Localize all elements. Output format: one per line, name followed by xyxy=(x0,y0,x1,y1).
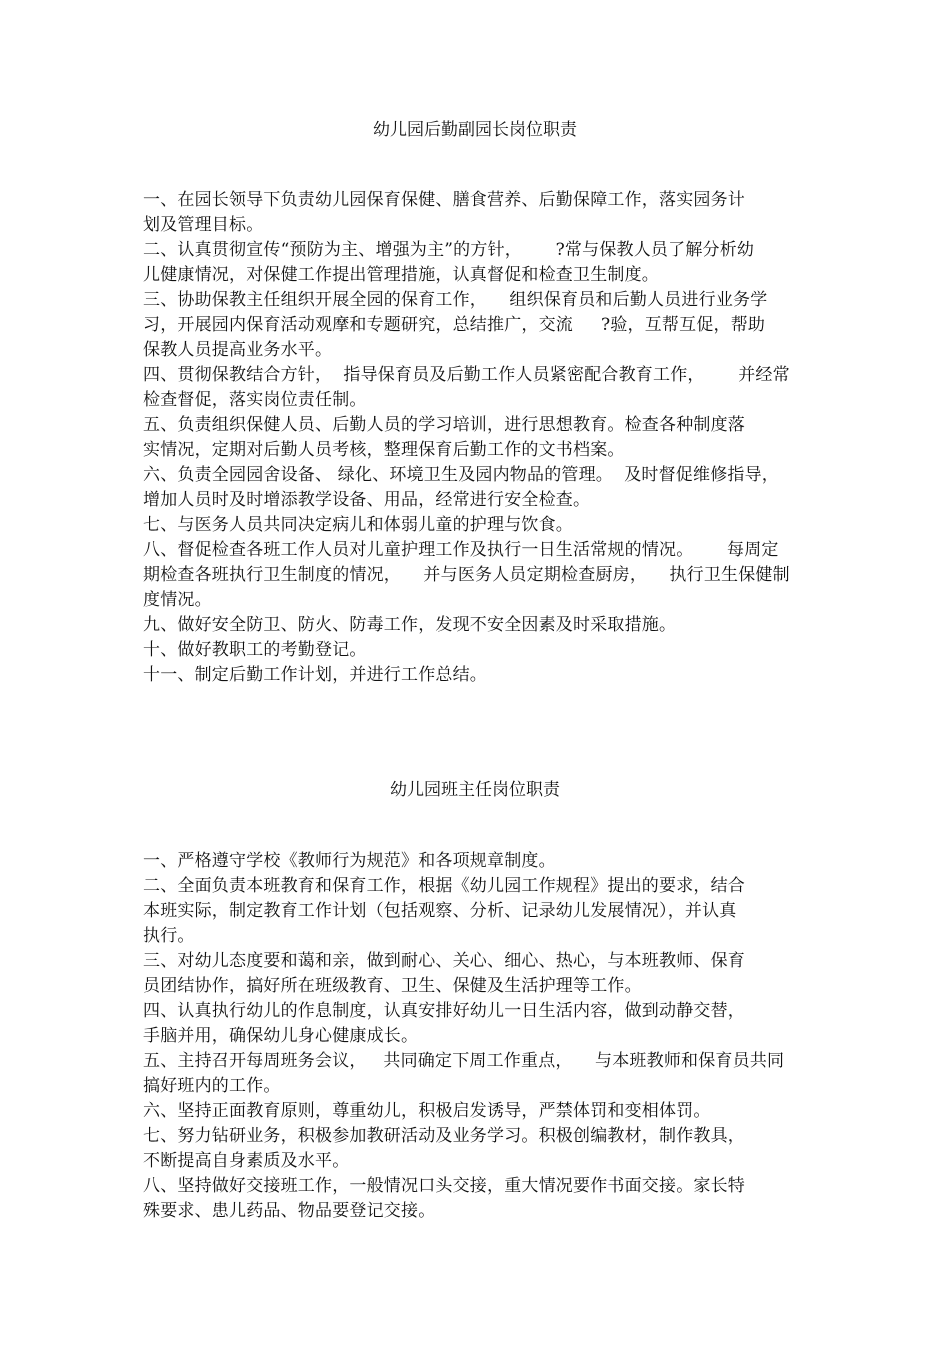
paragraph-line: 三、协助保教主任组织开展全园的保育工作， 组织保育员和后勤人员进行业务学 xyxy=(143,290,768,310)
paragraph-line: 实情况，定期对后勤人员考核，整理保育后勤工作的文书档案。 xyxy=(143,440,625,460)
paragraph-line: 四、认真执行幼儿的作息制度，认真安排好幼儿一日生活内容，做到动静交替， xyxy=(143,1001,745,1021)
paragraph-line: 七、努力钻研业务，积极参加教研活动及业务学习。积极创编教材，制作教具， xyxy=(143,1126,745,1146)
paragraph-line: 度情况。 xyxy=(143,590,212,610)
paragraph-line: 八、督促检查各班工作人员对儿童护理工作及执行一日生活常规的情况。 每周定 xyxy=(143,540,779,560)
paragraph-line: 六、负责全园园舍设备、 绿化、环境卫生及园内物品的管理。 及时督促维修指导， xyxy=(143,465,780,485)
paragraph-line: 六、坚持正面教育原则，尊重幼儿，积极启发诱导，严禁体罚和变相体罚。 xyxy=(143,1101,711,1121)
paragraph-line: 保教人员提高业务水平。 xyxy=(143,340,333,360)
paragraph-line: 检查督促，落实岗位责任制。 xyxy=(143,390,367,410)
paragraph-line: 本班实际，制定教育工作计划（包括观察、分析、记录幼儿发展情况），并认真 xyxy=(143,901,737,921)
paragraph-line: 十一、制定后勤工作计划，并进行工作总结。 xyxy=(143,665,487,685)
paragraph-line: 期检查各班执行卫生制度的情况， 并与医务人员定期检查厨房， 执行卫生保健制 xyxy=(143,565,790,585)
paragraph-line: 增加人员时及时增添教学设备、用品，经常进行安全检查。 xyxy=(143,490,591,510)
paragraph-line: 十、做好教职工的考勤登记。 xyxy=(143,640,367,660)
paragraph-line: 五、主持召开每周班务会议， 共同确定下周工作重点， 与本班教师和保育员共同 xyxy=(143,1051,785,1071)
paragraph-line: 八、坚持做好交接班工作，一般情况口头交接，重大情况要作书面交接。家长特 xyxy=(143,1176,745,1196)
paragraph-line: 七、与医务人员共同决定病儿和体弱儿童的护理与饮食。 xyxy=(143,515,573,535)
paragraph-line: 一、在园长领导下负责幼儿园保育保健、膳食营养、后勤保障工作，落实园务计 xyxy=(143,190,745,210)
paragraph-line: 搞好班内的工作。 xyxy=(143,1076,281,1096)
paragraph-line: 二、全面负责本班教育和保育工作，根据《幼儿园工作规程》提出的要求，结合 xyxy=(143,876,745,896)
paragraph-line: 九、做好安全防卫、防火、防毒工作，发现不安全因素及时采取措施。 xyxy=(143,615,677,635)
paragraph-line: 儿健康情况，对保健工作提出管理措施，认真督促和检查卫生制度。 xyxy=(143,265,659,285)
section2-title: 幼儿园班主任岗位职责 xyxy=(390,780,560,800)
paragraph-line: 一、严格遵守学校《教师行为规范》和各项规章制度。 xyxy=(143,851,556,871)
paragraph-line: 手脑并用，确保幼儿身心健康成长。 xyxy=(143,1026,419,1046)
paragraph-line: 四、贯彻保教结合方针， 指导保育员及后勤工作人员紧密配合教育工作， 并经常 xyxy=(143,365,790,385)
paragraph-line: 不断提高自身素质及水平。 xyxy=(143,1151,350,1171)
paragraph-line: 习，开展园内保育活动观摩和专题研究，总结推广，交流 ?验，互帮互促，帮助 xyxy=(143,315,766,335)
paragraph-line: 五、负责组织保健人员、后勤人员的学习培训，进行思想教育。检查各种制度落 xyxy=(143,415,745,435)
paragraph-line: 二、认真贯彻宣传“预防为主、增强为主”的方针， ?常与保教人员了解分析幼 xyxy=(143,240,755,260)
paragraph-line: 划及管理目标。 xyxy=(143,215,264,235)
section1-title: 幼儿园后勤副园长岗位职责 xyxy=(373,120,577,140)
paragraph-line: 殊要求、患儿药品、物品要登记交接。 xyxy=(143,1201,436,1221)
paragraph-line: 执行。 xyxy=(143,926,195,946)
paragraph-line: 员团结协作，搞好所在班级教育、卫生、保健及生活护理等工作。 xyxy=(143,976,642,996)
paragraph-line: 三、对幼儿态度要和蔼和亲，做到耐心、关心、细心、热心，与本班教师、保育 xyxy=(143,951,745,971)
